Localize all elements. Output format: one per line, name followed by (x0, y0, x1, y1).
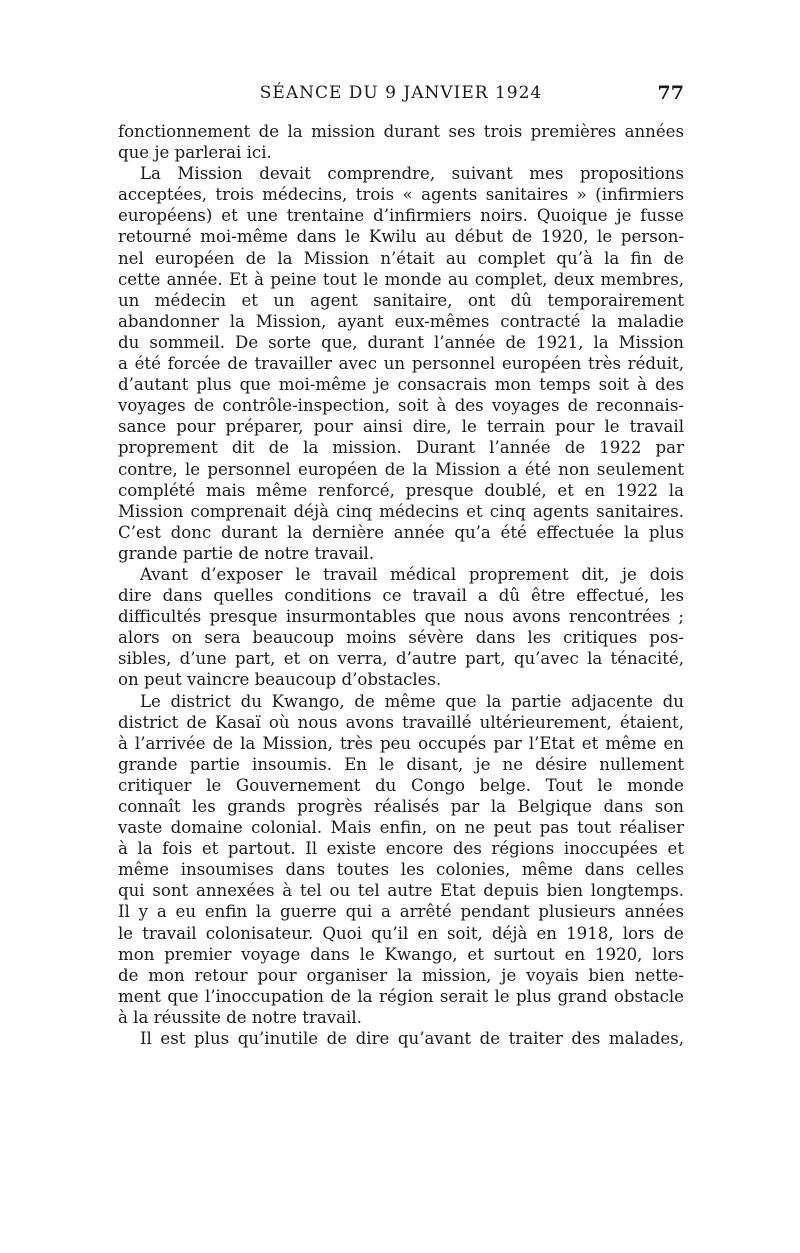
text-line: voyages de contrôle-inspection, soit à des voyages de reconnais- (118, 396, 684, 416)
page-number: 77 (657, 82, 684, 104)
text-line: Mission comprenait déjà cinq médecins et cinq agents sanitaires. (118, 501, 684, 521)
text-line: même insoumises dans toutes les colonies, même dans celles (118, 860, 684, 880)
text-line: à l’arrivée de la Mission, très peu occupés par l’Etat et même en (118, 733, 684, 753)
text-line: du sommeil. De sorte que, durant l’année de 1921, la Mission (118, 332, 684, 352)
text-line: nel européen de la Mission n’était au complet qu’à la fin de (118, 248, 684, 268)
text-line: La Mission devait comprendre, suivant mes propositions (140, 164, 684, 184)
text-line: à la fois et partout. Il existe encore des régions inoccupées et (118, 839, 684, 859)
text-line: ment que l’inoccupation de la région serait le plus grand obstacle (118, 986, 684, 1006)
text-line: dire dans quelles conditions ce travail a dû être effectué, les (118, 586, 684, 606)
text-line: difficultés presque insurmontables que nous avons rencontrées ; (118, 607, 684, 627)
text-line: à la réussite de notre travail. (118, 1007, 362, 1027)
body-text (118, 121, 684, 1049)
running-title: SÉANCE DU 9 JANVIER 1924 (259, 83, 543, 103)
text-line: le travail colonisateur. Quoi qu’il en soit, déjà en 1918, lors de (118, 923, 684, 943)
text-line: grande partie insoumis. En le disant, je ne désire nullement (118, 754, 684, 774)
text-line: critiquer le Gouvernement du Congo belge. Tout le monde (118, 775, 684, 795)
text-line: sibles, d’une part, et on verra, d’autre part, qu’avec la ténacité, (118, 649, 684, 669)
text-line: contre, le personnel européen de la Mission a été non seulement (118, 459, 684, 479)
text-line: fonctionnement de la mission durant ses trois premières années (118, 122, 684, 141)
text-line: Le district du Kwango, de même que la partie adjacente du (140, 691, 684, 711)
text-line: que je parlerai ici. (118, 143, 272, 163)
text-line: qui sont annexées à tel ou tel autre Etat depuis bien longtemps. (118, 881, 684, 901)
text-line: Il est plus qu’inutile de dire qu’avant de traiter des malades, (140, 1029, 684, 1049)
text-line: européens) et une trentaine d’infirmiers noirs. Quoique je fusse (118, 206, 684, 226)
text-line: Avant d’exposer le travail médical proprement dit, je dois (140, 564, 684, 584)
text-line: district de Kasaï où nous avons travaillé ultérieurement, étaient, (118, 712, 684, 732)
text-line: sance pour préparer, pour ainsi dire, le terrain pour le travail (118, 417, 684, 437)
running-head (118, 78, 684, 108)
text-line: a été forcée de travailler avec un personnel européen très réduit, (118, 354, 684, 374)
text-line: connaît les grands progrès réalisés par la Belgique dans son (118, 797, 684, 816)
text-line: d’autant plus que moi-même je consacrais mon temps soit à des (118, 375, 684, 395)
text-line: un médecin et un agent sanitaire, ont dû temporairement (118, 290, 684, 310)
text-line: grande partie de notre travail. (118, 543, 375, 563)
text-line: vaste domaine colonial. Mais enfin, on ne peut pas tout réaliser (118, 818, 684, 838)
text-line: retourné moi-même dans le Kwilu au début de 1920, le person- (118, 227, 684, 247)
text-line: abandonner la Mission, ayant eux-mêmes contracté la maladie (118, 311, 684, 331)
text-line: Il y a eu enfin la guerre qui a arrêté pendant plusieurs années (118, 902, 684, 922)
text-line: C’est donc durant la dernière année qu’a été effectuée la plus (118, 522, 684, 542)
text-line: acceptées, trois médecins, trois « agents sanitaires » (infirmiers (118, 185, 684, 205)
text-line: alors on sera beaucoup moins sévère dans les critiques pos- (118, 628, 684, 648)
text-line: complété mais même renforcé, presque doublé, et en 1922 la (118, 480, 684, 500)
text-line: on peut vaincre beaucoup d’obstacles. (118, 670, 442, 690)
text-line: cette année. Et à peine tout le monde au complet, deux membres, (118, 269, 684, 289)
text-line: proprement dit de la mission. Durant l’année de 1922 par (118, 438, 684, 458)
text-line: mon premier voyage dans le Kwango, et surtout en 1920, lors (118, 944, 684, 964)
text-line: de mon retour pour organiser la mission, je voyais bien nette- (118, 965, 684, 985)
